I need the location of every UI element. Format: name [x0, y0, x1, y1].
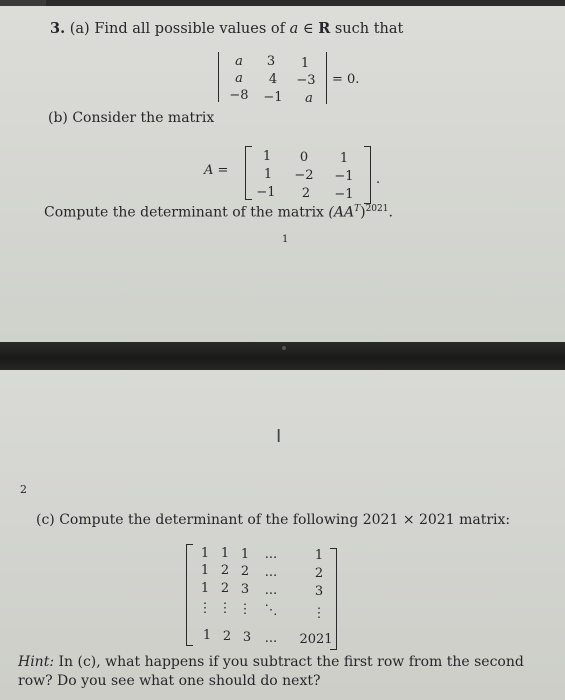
part-b-line: [48, 110, 214, 126]
a-cell-2-0: −8: [229, 88, 249, 103]
c-cell-0-2: 1: [240, 547, 250, 562]
part-c-text: Compute the determinant of the following 2021 × 2021 matrix:: [59, 512, 511, 528]
c-cell-0-3: ...: [264, 547, 278, 562]
b-cell-0-2: 1: [339, 151, 349, 166]
hint-line-1: [18, 654, 524, 670]
a-cell-0-0: a: [235, 54, 243, 69]
part-c-label: (c): [36, 512, 55, 528]
a-equals: = 0.: [332, 72, 360, 87]
a-cell-1-1: 4: [268, 72, 278, 87]
b-cell-0-1: 0: [299, 150, 309, 165]
a-cell-0-2: 1: [300, 56, 310, 71]
part-a-suffix: such that: [334, 21, 404, 37]
c-cell-2-1: 2: [220, 581, 230, 596]
part-a-text: Find all possible values of: [94, 21, 285, 37]
c-cell-3-4: ⋮: [312, 606, 326, 621]
page-number-1: 1: [282, 234, 289, 245]
compute-close: ): [360, 204, 366, 221]
c-cell-2-2: 3: [240, 582, 250, 597]
c-cell-1-2: 2: [240, 564, 250, 579]
det-bar-left: [218, 52, 219, 102]
page-number-2: 2: [20, 483, 27, 496]
compute-end: .: [388, 204, 393, 221]
hint-line-2: row? Do you see what one should do next?: [18, 673, 321, 689]
c-cell-4-2: 3: [242, 630, 252, 645]
b-cell-2-0: −1: [256, 185, 276, 200]
c-cell-2-4: 3: [314, 584, 324, 599]
b-period: .: [376, 172, 381, 187]
compute-expr: (AA: [328, 204, 355, 221]
c-cell-3-3: ⋱: [264, 603, 278, 618]
part-c-line: [36, 512, 510, 528]
b-matrix-name: A =: [204, 163, 229, 178]
part-b-text: Consider the matrix: [72, 110, 215, 126]
b-cell-1-0: 1: [263, 167, 273, 182]
a-cell-2-1: −1: [263, 90, 283, 105]
c-cell-0-4: 1: [314, 548, 324, 563]
compute-text: Compute the determinant of the matrix: [44, 204, 324, 221]
part-a-set: R: [318, 20, 331, 37]
c-cell-1-0: 1: [200, 563, 210, 578]
part-a-label: (a): [69, 21, 90, 37]
c-cell-2-3: ...: [264, 583, 278, 598]
c-cell-0-0: 1: [200, 546, 210, 561]
b-cell-1-1: −2: [294, 168, 314, 183]
page-2: [0, 370, 565, 700]
text-cursor-icon: I: [276, 426, 282, 447]
c-cell-0-1: 1: [220, 546, 230, 561]
c-cell-2-0: 1: [200, 581, 210, 596]
b-cell-1-2: −1: [334, 169, 354, 184]
part-b-label: (b): [48, 110, 68, 126]
c-cell-3-0: ⋮: [198, 601, 212, 616]
c-cell-4-0: 1: [202, 628, 212, 643]
hint-text-1: In (c), what happens if you subtract the first row from the second: [58, 654, 524, 670]
problem-number: 3.: [50, 20, 66, 37]
b-cell-2-2: −1: [334, 187, 354, 202]
a-cell-0-1: 3: [266, 54, 276, 69]
a-cell-1-2: −3: [296, 73, 316, 88]
c-cell-3-2: ⋮: [238, 602, 252, 617]
c-cell-3-1: ⋮: [218, 601, 232, 616]
c-cell-4-4: 2021: [299, 632, 333, 647]
part-a-line: [50, 20, 403, 37]
c-cell-1-4: 2: [314, 566, 324, 581]
part-b-compute: [44, 204, 393, 221]
compute-sup-t: T: [354, 204, 361, 214]
b-cell-0-0: 1: [262, 149, 272, 164]
b-bracket-left: [245, 146, 252, 200]
part-a-var: a: [289, 21, 299, 37]
a-cell-2-2: a: [305, 91, 313, 106]
c-cell-4-3: ...: [264, 631, 278, 646]
hint-label: Hint:: [18, 654, 55, 670]
c-cell-1-3: ...: [264, 565, 278, 580]
c-cell-1-1: 2: [220, 563, 230, 578]
compute-sup-exp: 2021: [365, 204, 389, 214]
b-cell-2-1: 2: [301, 186, 311, 201]
det-bar-right: [326, 52, 327, 104]
part-a-in: ∈: [302, 21, 314, 37]
separator-dot: [282, 346, 286, 350]
b-bracket-right: [364, 146, 371, 204]
c-cell-4-1: 2: [222, 629, 232, 644]
a-cell-1-0: a: [235, 71, 243, 86]
